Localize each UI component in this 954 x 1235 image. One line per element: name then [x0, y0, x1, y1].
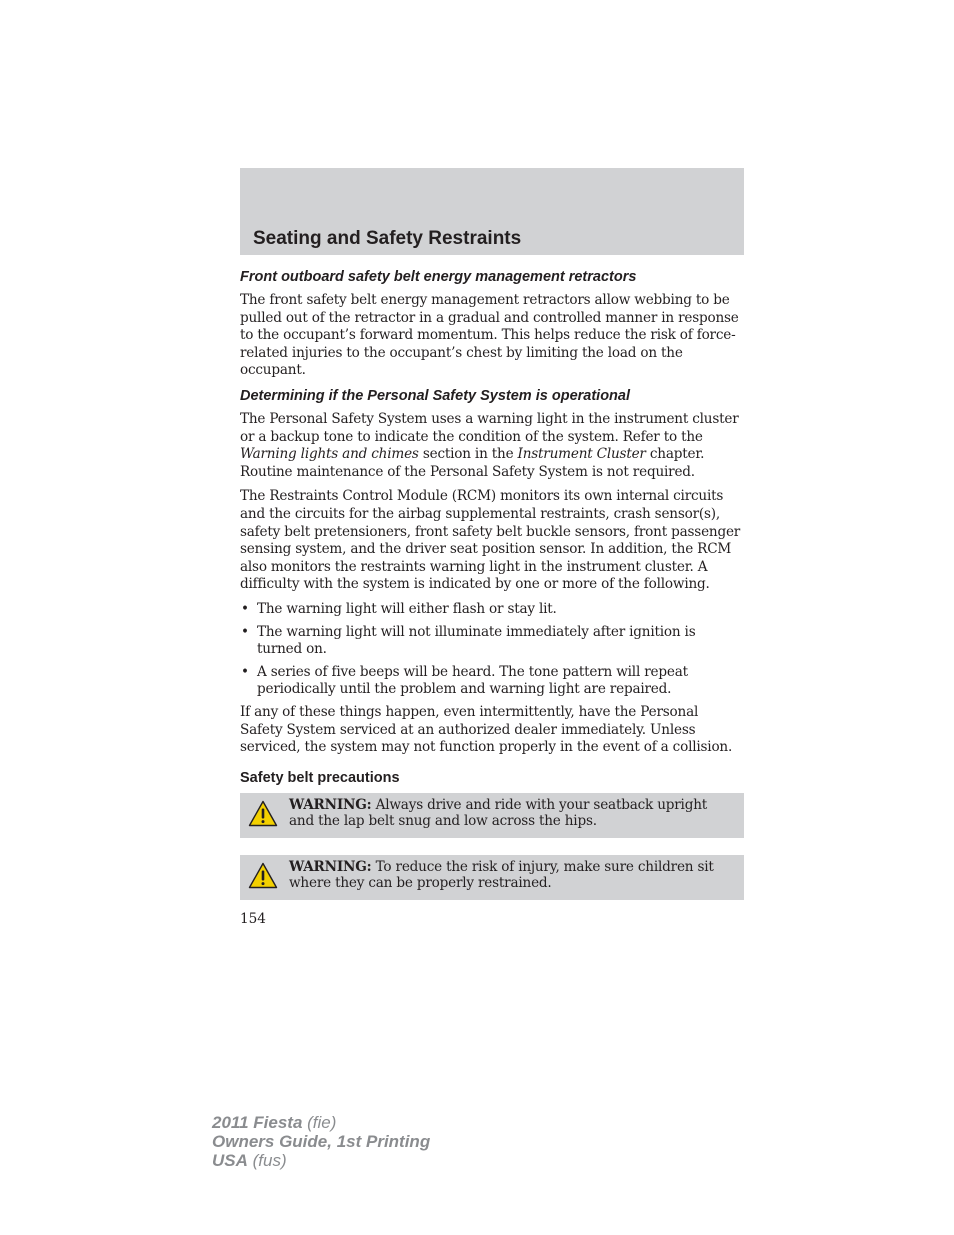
list-item-text: A series of five beeps will be heard. The tone pattern will repeat periodically until the problem and warning light are repaired. — [257, 663, 688, 697]
warning-text: To reduce the risk of injury, make sure children sit where they can be properly restrained. — [289, 858, 714, 892]
warning-box — [240, 855, 744, 900]
warning-box — [240, 793, 744, 838]
list-item-text: The warning light will either flash or stay lit. — [257, 600, 557, 617]
chapter-title: Seating and Safety Restraints — [253, 228, 522, 249]
page-number: 154 — [240, 910, 266, 927]
chapter-header-band — [240, 168, 744, 255]
reference-warning-lights: Warning lights and chimes — [240, 446, 419, 463]
footer-market-code: (fus) — [247, 1151, 287, 1170]
list-item — [240, 664, 744, 698]
paragraph-pss-warning-light — [240, 411, 744, 481]
text-run: section in the — [418, 446, 518, 463]
warning-triangle-icon — [248, 800, 278, 827]
warning-text: Always drive and ride with your seatback upright and the lap belt snug and low across the hips. — [289, 796, 708, 830]
footer-market: USA — [212, 1151, 248, 1170]
bullet: • — [241, 663, 249, 680]
list-item — [240, 624, 744, 658]
warning-label: WARNING: — [289, 796, 372, 813]
footer-line-guide: Owners Guide, 1st Printing — [212, 1132, 431, 1151]
section-heading-precautions: Safety belt precautions — [240, 769, 400, 786]
warning-label: WARNING: — [289, 858, 372, 875]
footer-line-market — [212, 1151, 430, 1170]
paragraph-service-advice: If any of these things happen, even intermittently, have the Personal Safety System serviced at an authorized dealer immediately. Unless serviced, the system may not function properly in the event of a collision. — [240, 703, 733, 756]
warning-triangle-icon — [248, 862, 278, 889]
paragraph-retractors: The front safety belt energy management retractors allow webbing to be pulled out of the retractor in a gradual and controlled manner in response to the occupant’s forward momentum. This helps reduce the risk of force-related injuries to the occupant’s chest by limiting the load on the occupant. — [240, 292, 739, 379]
page-content — [240, 266, 744, 927]
section-heading-pss-operational: Determining if the Personal Safety System is operational — [240, 387, 630, 404]
footer-line-model — [212, 1113, 430, 1132]
list-item — [240, 601, 744, 618]
symptom-list — [240, 601, 744, 698]
text-run: The Personal Safety System uses a warning light in the instrument cluster or a backup tone to indicate the condition of the system. Refer to the — [240, 410, 739, 445]
list-item-text: The warning light will not illuminate immediately after ignition is turned on. — [257, 623, 696, 657]
paragraph-rcm: The Restraints Control Module (RCM) monitors its own internal circuits and the circuits for the airbag supplemental restraints, crash sensor(s), safety belt pretensioners, front safety belt buckle sensors, front passenger sensing system, and the driver seat position sensor. In addition, the RCM also monitors the restraints warning light in the instrument cluster. A difficulty with the system is indicated by one or more of the following. — [240, 488, 741, 593]
bullet: • — [241, 600, 249, 617]
footer-model-code: (fie) — [302, 1113, 337, 1132]
text-run: chapter. Routine maintenance of the Personal Safety System is not required. — [240, 446, 705, 480]
footer-model: 2011 Fiesta — [212, 1113, 303, 1132]
bullet: • — [241, 623, 249, 640]
reference-instrument-cluster: Instrument Cluster — [517, 446, 646, 463]
footer-imprint — [212, 1113, 430, 1170]
section-heading-retractors: Front outboard safety belt energy management retractors — [240, 269, 637, 285]
